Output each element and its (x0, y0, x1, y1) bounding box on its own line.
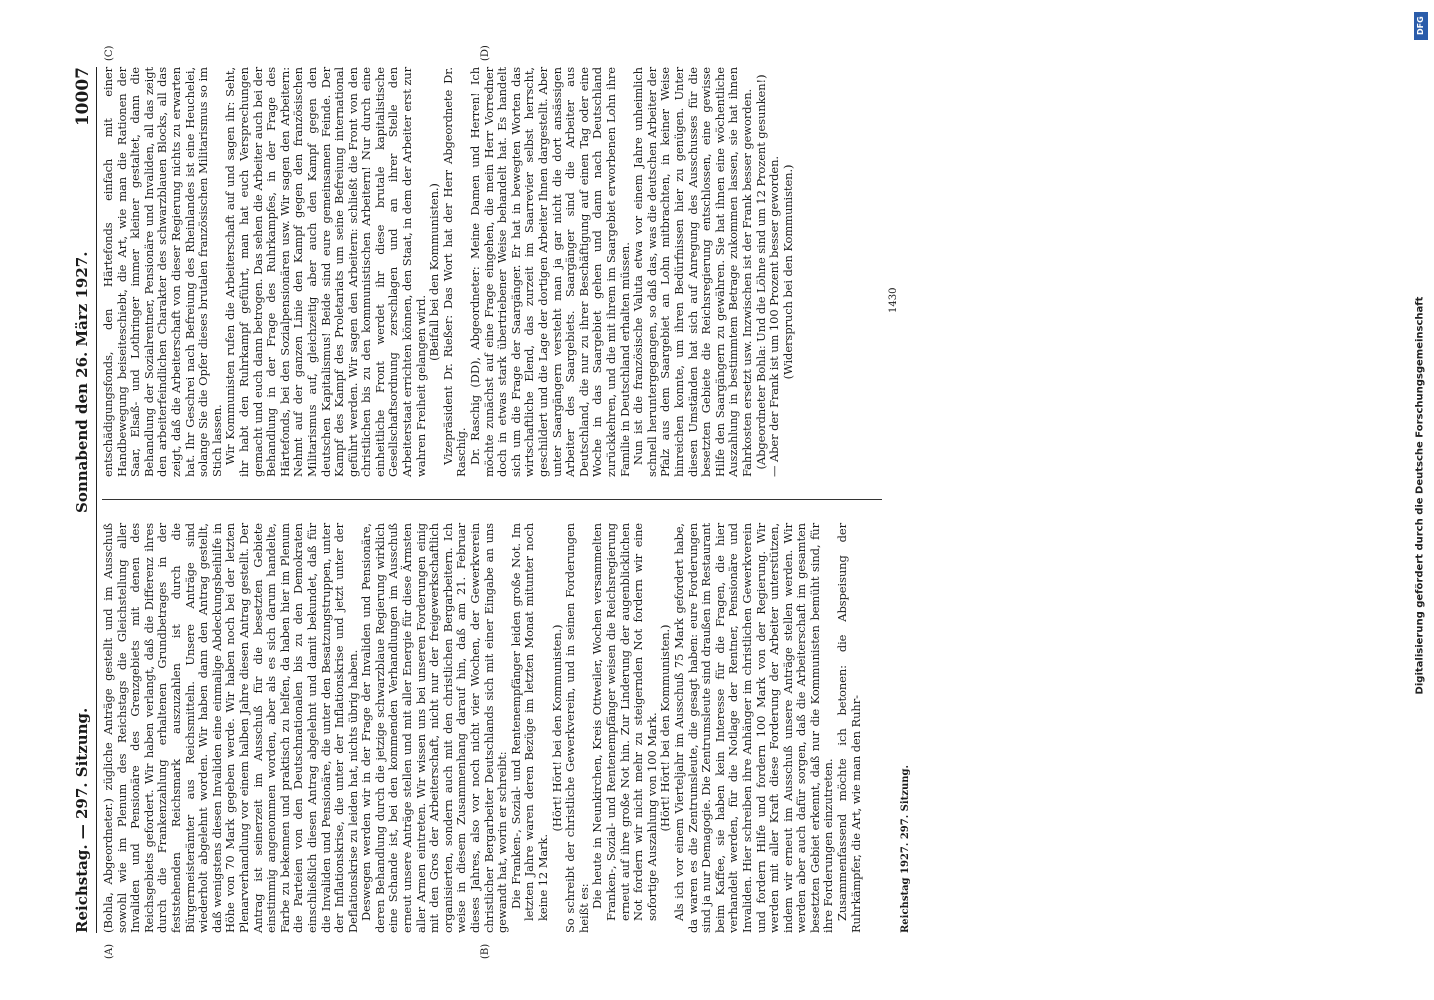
marker-c: (C) (104, 45, 115, 61)
rotated-document (70, 45, 1370, 959)
right-column (102, 67, 795, 477)
page-header (70, 67, 97, 933)
paragraph: Wir Kommunisten rufen die Arbeiterschaft auf und sagen ihr: Seht, ihr habt den Ruhrkampf geführt, man hat euch Versprechungen gemacht und euch dann betrogen. Das sehen die Arbeiter auch bei der Behandlung in der Frage des Ruhrkampfes, in der Frage des Härtefonds, bei den Sozialpensionären usw. Wir sagen den Arbeitern: Nehmt auf der ganzen Linie den Kampf gegen den französischen Militarismus auf, gleichzeitig aber auch den Kampf gegen den deutschen Kapitalismus! Beide sind eure gemeinsamen Feinde. Der Kampf des Kampf des Proletariats um seine Befreiung international geführt werden. Wir sagen den Arbeitern: schließt die Front von den christlichen bis zu den kommunistischen Arbeitern! Nur durch eine einheitliche Front werdet ihr diese brutale kapitalistische Gesellschaftsordnung zerschlagen und an ihrer Stelle den Arbeiterstaat errichten können, den Staat, in dem der Arbeiter erst zur wahren Freiheit gelangen wird. (223, 67, 428, 477)
paragraph: Vizepräsident Dr. Rießer: Das Wort hat der Herr Abgeordnete Dr. Raschig. (440, 67, 469, 477)
sidebar (1410, 10, 1430, 990)
quote: Die heute in Neunkirchen, Kreis Ottweiler, Wochen versammelten Franken-, Sozial- und Rentenempfänger weisen die Reichsregierung erneut auf ihre große Not hin. Zur Linderung der augenblicklichen Not fordern wir nicht mehr zu steigernden Not fordern wir eine sofortige Auszahlung von 100 Mark. (590, 523, 659, 921)
paragraph: Deswegen werden wir in der Frage der Invaliden und Pensionäre, deren Behandlung durch die jetzige schwarzblaue Regierung wirklich eine Schande ist, bei den kommenden Verhandlungen im Ausschuß erneut unsere Anträge stellen und mit aller Energie für diese Ärmsten aller Armen eintreten. Wir wissen uns bei unseren Forderungen einig mit den Gros der Arbeiterschaft, nicht nur der freigewerkschaftlich organisierten, sondern auch mit den christlichen Bergarbeitern. Ich weise in diesem Zusammenhang darauf hin, daß am 21. Februar dieses Jahres, also vor noch nicht vier Wochen, der Gewerkverein christlicher Bergarbeiter Deutschlands sich mit einer Eingabe an uns gewandt hat, worin er schreibt: (359, 523, 510, 933)
sidebar-text: Digitalisierung gefördert durch die Deutsche Forschungsgemeinschaft (1414, 296, 1426, 695)
signature-number: 1430 (888, 287, 899, 313)
paragraph: Dr. Raschig (DD), Abgeordneter: Meine Damen und Herren! Ich möchte zunächst auf eine Frage eingehen, die mein Herr Vorredner doch in etwas stark übertriebener Weise behandelt hat. Es handelt sich um die Frage der Saargänger. Er hat in bewegten Worten das wirtschaftliche Elend, das zurzeit im Saarrevier selbst herrscht, geschildert und die Lage der dortigen Arbeiter Ihnen dargestellt. Aber unter Saargängern versteht man ja gar nicht die dort ansässigen Arbeiter des Saargebiets. Saargänger sind die Arbeiter aus Deutschland, die nur zu ihrer Beschäftigung auf einen Tag oder eine Woche in das Saargebiet gehen und dann nach Deutschland zurückkehren, und die mit ihrem im Saargebiet erworbenen Lohn ihre Familie in Deutschland erhalten müssen. (468, 67, 632, 477)
paragraph: Zusammenfassend möchte ich betonen: die Abspeisung der Ruhrkämpfer, die Art, wie man den Ruhr- (835, 523, 863, 933)
interjection: (Widerspruch bei den Kommunisten.) (780, 164, 795, 380)
paragraph: So schreibt der christliche Gewerkverein, und in seinen Forderungen heißt es: (563, 523, 591, 933)
column-divider (102, 499, 882, 500)
marker-a: (A) (104, 943, 115, 959)
interjection: (Abgeordneter Bohla: Und die Löhne sind um 12 Prozent gesunken!) (753, 74, 768, 470)
page-number: 10007 (73, 67, 93, 127)
paragraph: entschädigungsfonds, den Härtefonds einfach mit einer Handbewegung beiseiteschiebt, die Art, wie man die Rationen der Saar, Elsaß- und Lothringer immer kleiner gestaltet, dann die Behandlung der Sozialrentner, Pensionäre und Invaliden, all das zeigt den arbeiterfeindlichen Charakter des schwarzblauen Blocks, all das zeigt, daß die Arbeiterschaft von dieser Regierung nichts zu erwarten hat. Ihr Geschrei nach Befreiung des Rheinlandes ist eine Heuchelei, solange Sie die Opfer dieses brutalen französischen Militarismus so im Stich lassen. (101, 67, 224, 477)
paragraph: Als ich vor einem Vierteljahr im Ausschuß 75 Mark gefordert habe, da waren es die Zentrumsleute, die gesagt haben: eure Forderungen sind ja nur Demagogie. Die Zentrumsleute sind draußen im Restaurant beim Kaffee, sie haben kein Interesse für die Fragen, die hier verhandelt werden, für die Notlage der Rentner, Pensionäre und Invaliden. Hier schreiben ihre Anhänger im christlichen Gewerkverein und fordern Hilfe und fordern 100 Mark von der Regierung. Wir werden mit aller Kraft diese Forderung der Arbeiter unterstützen, indem wir erneut im Ausschuß unsere Anträge stellen werden. Wir werden aber auch dafür sorgen, daß die Arbeiterschaft im gesamten besetzten Gebiet erkennt, daß nur die Kommunisten bemüht sind, für ihre Forderungen einzutreten. (671, 523, 836, 933)
footer-left: Reichstag 1927. 297. Sitzung. (900, 765, 911, 933)
left-column (102, 523, 863, 933)
quote: Die Franken-, Sozial- und Rentenempfänger leiden große Not. Im letzten Jahre waren deren Bezüge im letzten Monat mitunter noch keine 12 Mark. (508, 523, 550, 921)
marker-b: (B) (480, 943, 491, 959)
interjection: (Hört! Hört! bei den Kommunisten.) (549, 624, 564, 832)
marker-d: (D) (480, 45, 491, 61)
interjection: (Hört! Hört! bei den Kommunisten.) (658, 624, 673, 832)
paragraph: Nun ist die französische Valuta etwa vor einem Jahre unheimlich schnell heruntergegangen, so daß das, was die deutschen Arbeiter der Pfalz aus dem Saargebiet an Lohn mitbrachten, in keiner Weise hinreichen konnte, um ihren Bedürfnissen hier zu genügen. Unter diesen Umständen hat sich auf Anregung des Ausschusses für die besetzten Gebiete die Reichsregierung entschlossen, eine gewisse Hilfe den Saargängern zu gewähren. Sie hat ihnen eine wöchentliche Auszahlung in bestimmtem Betrage zukommen lassen, sie hat ihnen Fahrkosten ersetzt usw. Inzwischen ist der Frank besser geworden. (631, 67, 754, 477)
header-date: Sonnabend den 26. März 1927. (73, 251, 91, 513)
interjection: (Beifall bei den Kommunisten.) (427, 183, 442, 361)
dfg-logo-icon: DFG (1414, 12, 1428, 40)
paragraph: (Bohla, Abgeordneter.) zügliche Anträge gestellt und im Ausschuß sowohl wie im Plenum des Reichstags die Gleichstellung aller Invaliden und Pensionäre des Grenzgebiets mit denen des Reichsgebiets gefordert. Wir haben verlangt, daß die Differenz ihres durch die Frankenzahlung erhaltenen Grundbetrages in der feststehenden Reichsmark auszuzahlen ist durch die Bürgermeisterämter aus Reichsmitteln. Unsere Anträge sind wiederholt abgelehnt worden. Wir haben dann den Antrag gestellt, daß wenigstens diesen Invaliden eine einmalige Abdeckungsbeihilfe in Höhe von 70 Mark gegeben werde. Wir haben noch bei der letzten Plenarverhandlung vor einem halben Jahre diesen Antrag gestellt. Der Antrag ist seinerzeit im Ausschuß für die besetzten Gebiete einstimmig angenommen worden, aber als es sich darum handelte, Farbe zu bekennen und praktisch zu helfen, da haben hier im Plenum die Parteien von den Deutschnationalen bis zu den Demokraten einschließlich diesen Antrag abgelehnt und damit bekundet, daß für die Invaliden und Pensionäre, die unter den Besatzungstruppen, unter der Inflationskrise, die unter der Inflationskrise und jetzt unter der Deflationskrise zu leiden hat, nichts übrig haben. (101, 523, 360, 933)
header-left: Reichstag. — 297. Sitzung. (73, 707, 91, 933)
paragraph: — Aber der Frank ist um 100 Prozent besser geworden. (767, 156, 782, 477)
